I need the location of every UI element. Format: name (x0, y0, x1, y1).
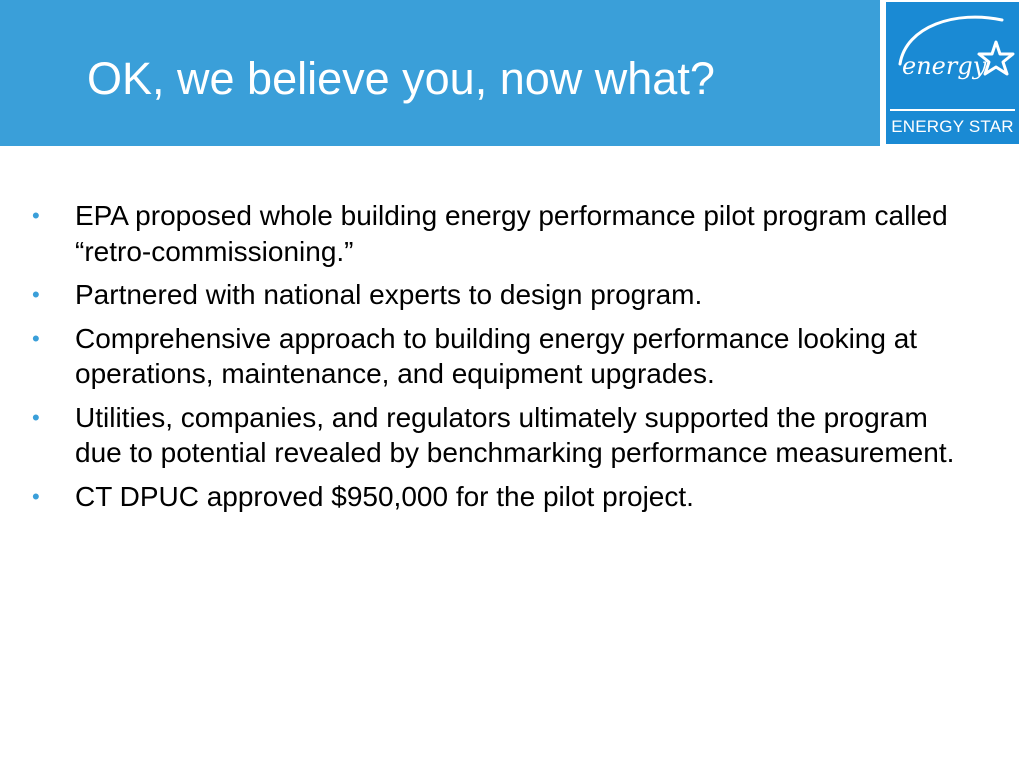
logo-wordmark: ENERGY STAR (891, 117, 1014, 136)
bullet-text: Utilities, companies, and regulators ultimately supported the program due to potential revealed by benchmarking performance measurement. (75, 401, 955, 468)
bullet-marker: • (32, 404, 40, 430)
bullet-marker: • (32, 203, 40, 228)
logo-box (886, 2, 1019, 144)
bullet-text: EPA proposed whole building energy performance pilot program called “retro-commissioning.” (75, 200, 948, 267)
bullet-text: Partnered with national experts to design program. (75, 279, 703, 310)
list-item (32, 277, 972, 313)
bullet-text: Comprehensive approach to building energy performance looking at operations, maintenance, and equipment upgrades. (75, 322, 918, 389)
energy-star-icon (886, 2, 1019, 109)
list-item (32, 479, 972, 515)
logo-divider (890, 109, 1015, 111)
bullet-text: CT DPUC approved $950,000 for the pilot project. (75, 480, 694, 512)
header-bar (0, 0, 880, 146)
list-item (32, 321, 972, 392)
energy-star-logo (883, 0, 1024, 146)
bullet-marker: • (32, 282, 40, 307)
list-item (32, 198, 972, 269)
bullet-marker: • (32, 483, 40, 509)
slide-title: OK, we believe you, now what? (87, 53, 715, 104)
bullet-marker: • (32, 325, 40, 351)
list-item (32, 400, 972, 471)
logo-script-text: energy (902, 52, 987, 80)
bullet-list (32, 198, 972, 522)
